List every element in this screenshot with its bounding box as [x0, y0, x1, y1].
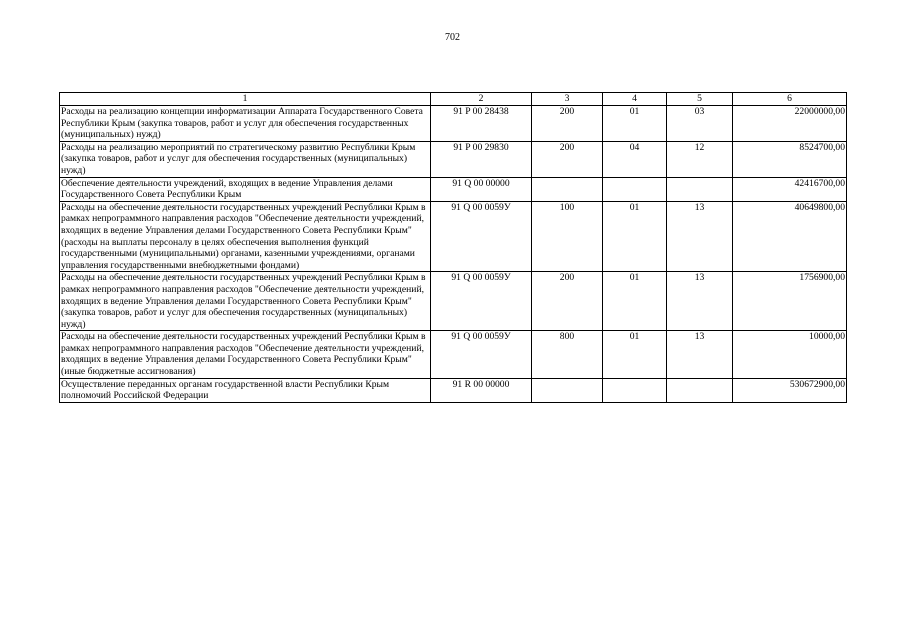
budget-table — [59, 92, 847, 403]
target-code-cell: 91 Q 00 0059У — [431, 331, 532, 378]
expense-type-cell: 200 — [532, 106, 603, 142]
section-cell — [603, 177, 667, 201]
column-header: 4 — [603, 93, 667, 106]
column-header: 2 — [431, 93, 532, 106]
table-row — [60, 272, 847, 331]
expense-name-cell: Расходы на реализацию концепции информатизации Аппарата Государственного Совета Республики Крым (закупка товаров, работ и услуг для обеспечения государственных (муниципальных) нужд) — [60, 106, 431, 142]
expense-name-cell: Расходы на обеспечение деятельности государственных учреждений Республики Крым в рамках непрограммного направления расходов "Обеспечение деятельности учреждений, входящих в ведение Управления делами Государственного Совета Республики Крым" (расходы на выплаты персоналу в целях обеспечения выполнения функций государственными (муниципальными) органами, казенными учреждениями, органами управления государственными внебюджетными фондами) — [60, 201, 431, 272]
page-number: 702 — [445, 32, 460, 43]
amount-cell: 40649800,00 — [733, 201, 847, 272]
section-cell: 01 — [603, 106, 667, 142]
section-cell — [603, 378, 667, 402]
column-header: 6 — [733, 93, 847, 106]
expense-name-cell: Расходы на обеспечение деятельности государственных учреждений Республики Крым в рамках непрограммного направления расходов "Обеспечение деятельности учреждений, входящих в ведение Управления делами Государственного Совета Республики Крым" (закупка товаров, работ и услуг для обеспечения государственных (муниципальных) нужд) — [60, 272, 431, 331]
amount-cell: 1756900,00 — [733, 272, 847, 331]
amount-cell: 10000,00 — [733, 331, 847, 378]
target-code-cell: 91 Q 00 00000 — [431, 177, 532, 201]
target-code-cell: 91 P 00 28438 — [431, 106, 532, 142]
subsection-cell: 13 — [667, 331, 733, 378]
table-row — [60, 331, 847, 378]
amount-cell: 8524700,00 — [733, 141, 847, 177]
expense-type-cell — [532, 378, 603, 402]
expense-name-cell: Обеспечение деятельности учреждений, входящих в ведение Управления делами Государственного Совета Республики Крым — [60, 177, 431, 201]
subsection-cell: 12 — [667, 141, 733, 177]
expense-name-cell: Осуществление переданных органам государственной власти Республики Крым полномочий Российской Федерации — [60, 378, 431, 402]
table-header-row — [60, 93, 847, 106]
section-cell: 01 — [603, 272, 667, 331]
subsection-cell — [667, 378, 733, 402]
column-header: 3 — [532, 93, 603, 106]
table-row — [60, 378, 847, 402]
column-header: 5 — [667, 93, 733, 106]
subsection-cell: 13 — [667, 201, 733, 272]
expense-type-cell — [532, 177, 603, 201]
expense-type-cell: 800 — [532, 331, 603, 378]
column-header: 1 — [60, 93, 431, 106]
subsection-cell: 13 — [667, 272, 733, 331]
expense-name-cell: Расходы на обеспечение деятельности государственных учреждений Республики Крым в рамках непрограммного направления расходов "Обеспечение деятельности учреждений, входящих в ведение Управления делами Государственного Совета Республики Крым" (иные бюджетные ассигнования) — [60, 331, 431, 378]
amount-cell: 530672900,00 — [733, 378, 847, 402]
target-code-cell: 91 P 00 29830 — [431, 141, 532, 177]
table-row — [60, 141, 847, 177]
expense-type-cell: 100 — [532, 201, 603, 272]
subsection-cell — [667, 177, 733, 201]
amount-cell: 22000000,00 — [733, 106, 847, 142]
expense-name-cell: Расходы на реализацию мероприятий по стратегическому развитию Республики Крым (закупка товаров, работ и услуг для обеспечения государственных (муниципальных) нужд) — [60, 141, 431, 177]
expense-type-cell: 200 — [532, 272, 603, 331]
section-cell: 01 — [603, 331, 667, 378]
table-row — [60, 201, 847, 272]
amount-cell: 42416700,00 — [733, 177, 847, 201]
table-row — [60, 106, 847, 142]
expense-type-cell: 200 — [532, 141, 603, 177]
section-cell: 04 — [603, 141, 667, 177]
target-code-cell: 91 Q 00 0059У — [431, 201, 532, 272]
table-row — [60, 177, 847, 201]
target-code-cell: 91 Q 00 0059У — [431, 272, 532, 331]
subsection-cell: 03 — [667, 106, 733, 142]
target-code-cell: 91 R 00 00000 — [431, 378, 532, 402]
section-cell: 01 — [603, 201, 667, 272]
